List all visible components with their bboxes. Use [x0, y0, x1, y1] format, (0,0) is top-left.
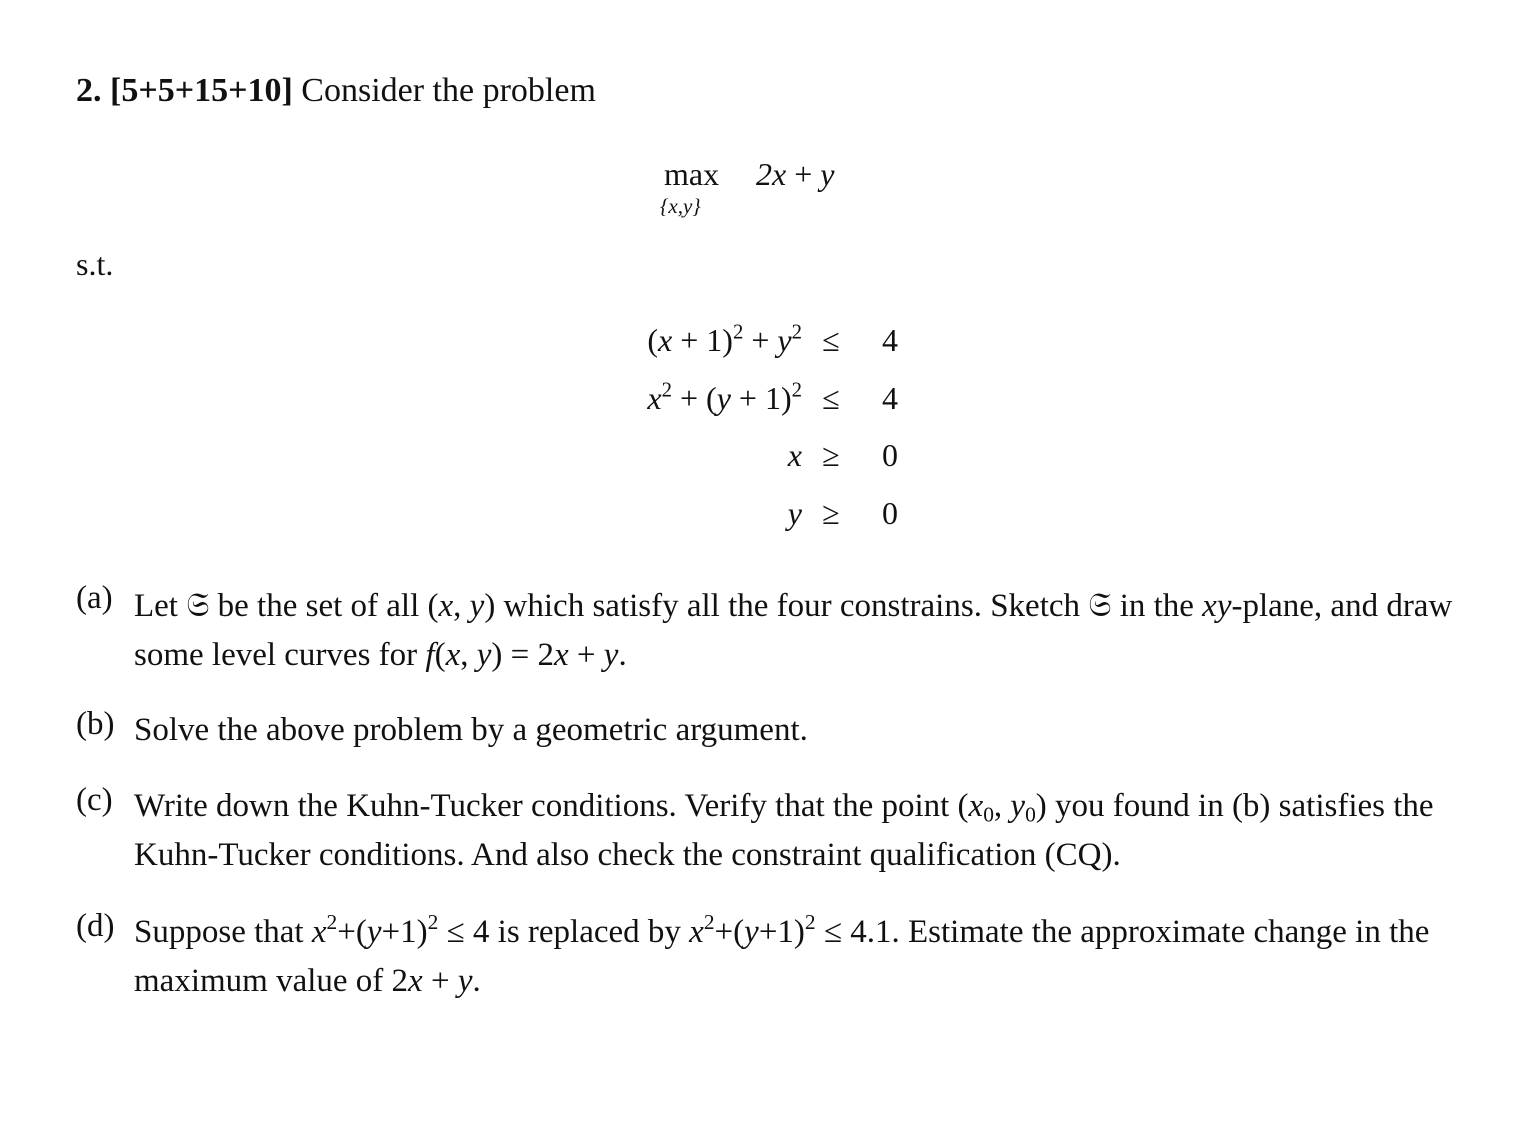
- objective-operator: max: [664, 156, 720, 192]
- problem-heading: [76, 72, 596, 110]
- constraint-lhs: $(x + 1)^2 + y^2$: [647, 320, 802, 358]
- problem-points: [5+5+15+10]: [110, 72, 293, 109]
- part-d-label: (d): [76, 908, 115, 944]
- constraints-block: [560, 322, 960, 552]
- constraint-relation: ≤: [822, 379, 840, 416]
- part-a-label: (a): [76, 580, 113, 616]
- constraint-rhs: 0: [882, 437, 898, 473]
- constraint-relation: ≤: [822, 322, 840, 358]
- constraint-relation: ≥: [822, 437, 840, 473]
- constraint-rhs: 0: [882, 494, 898, 531]
- part-d-text: Suppose that $x^2+(y+1)^2 \le 4$ is replaced by $x^2+(y+1)^2 \le 4.1$. Estimate the approximate change in the maximum value of 2x + y.: [134, 910, 1430, 999]
- constraint-lhs: $x^2 + (y + 1)^2$: [647, 378, 802, 416]
- part-c-text: Write down the Kuhn-Tucker conditions. Verify that the point ($x_0$, $y_0$) you found in (b) satisfies the Kuhn-Tucker conditions. And also check the constraint qualification (CQ).: [134, 788, 1434, 873]
- part-a-text: Let 𝔖 be the set of all (x, y) which satisfy all the four constrains. Sketch 𝔖 in the xy-plane, and draw some level curves for f(x, y) = 2x + y.: [134, 585, 1453, 673]
- constraint-lhs: x: [787, 437, 802, 473]
- constraint-rhs: 4: [882, 379, 898, 416]
- objective-function: [660, 156, 920, 226]
- objective-expression: 2x + y: [756, 156, 835, 192]
- constraint-row: [560, 380, 960, 438]
- constraint-row: [560, 322, 960, 380]
- constraint-row: [560, 495, 960, 553]
- constraint-row: [560, 437, 960, 495]
- part-b-text: Solve the above problem by a geometric argument.: [134, 712, 808, 748]
- constraint-lhs: y: [787, 494, 802, 531]
- objective-variables: {x,y}: [660, 194, 701, 218]
- constraint-rhs: 4: [882, 322, 898, 358]
- problem-intro: Consider the problem: [301, 72, 596, 109]
- part-b-label: (b): [76, 706, 115, 742]
- subject-to-label: s.t.: [76, 246, 114, 282]
- part-c-label: (c): [76, 782, 113, 818]
- problem-number: 2.: [76, 72, 102, 109]
- constraint-relation: ≥: [822, 494, 840, 531]
